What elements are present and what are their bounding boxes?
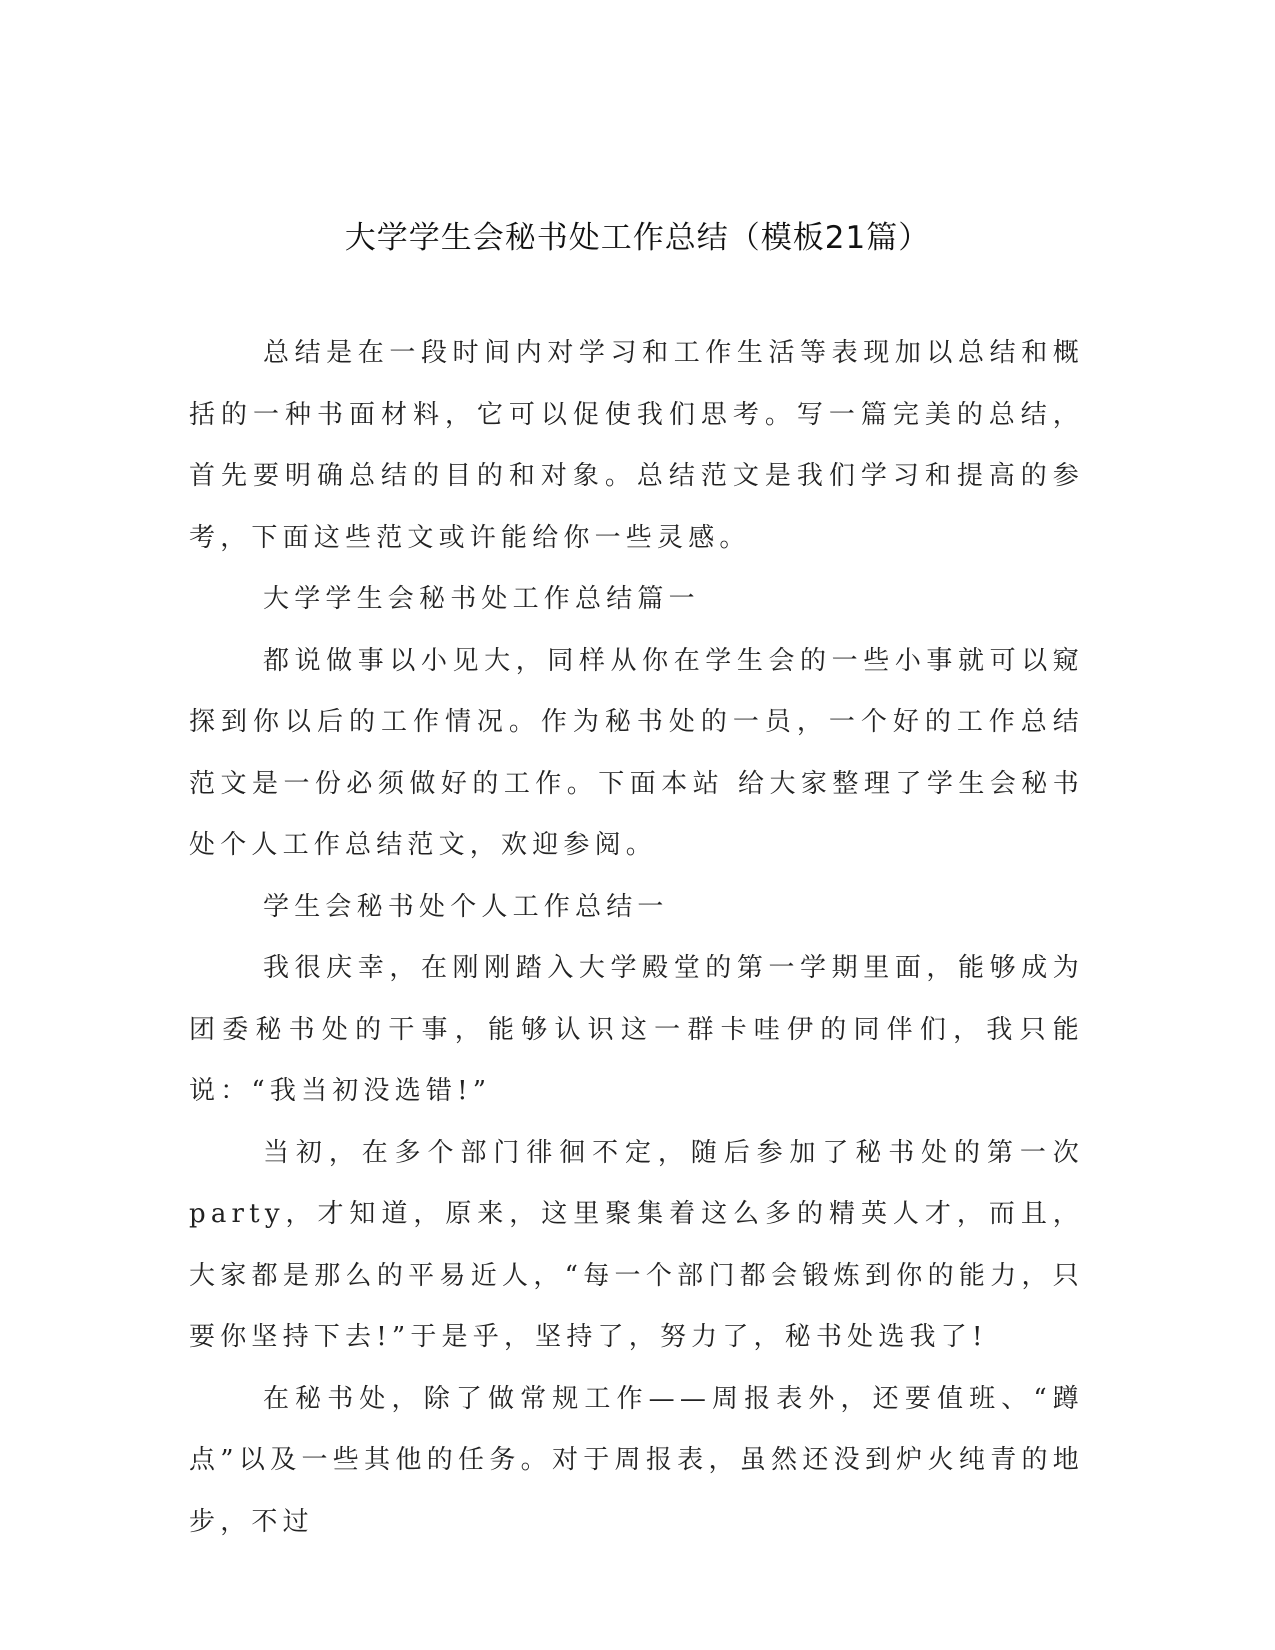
document-title: 大学学生会秘书处工作总结（模板21篇） — [344, 220, 931, 256]
section-heading-2: 学生会秘书处个人工作总结一 — [263, 891, 669, 922]
paragraph: 都说做事以小见大，同样从你在学生会的一些小事就可以窥探到你以后的工作情况。作为秘书处的一员，一个好的工作总结范文是一份必须做好的工作。下面本站 给大家整理了学生会秘书处个人工作总结范文，欢迎参阅。 — [189, 645, 1084, 860]
intro-paragraph: 总结是在一段时间内对学习和工作生活等表现加以总结和概括的一种书面材料，它可以促使我们思考。写一篇完美的总结，首先要明确总结的目的和对象。总结范文是我们学习和提高的参考，下面这些范文或许能给你一些灵感。 — [189, 338, 1084, 553]
paragraph: 我很庆幸，在刚刚踏入大学殿堂的第一学期里面，能够成为团委秘书处的干事，能够认识这一群卡哇伊的同伴们，我只能说：“我当初没选错!” — [189, 953, 1084, 1106]
document-body — [189, 323, 1084, 1553]
paragraph: 在秘书处，除了做常规工作——周报表外，还要值班、“蹲点”以及一些其他的任务。对于周报表，虽然还没到炉火纯青的地步，不过 — [189, 1383, 1084, 1537]
paragraph: 当初，在多个部门徘徊不定，随后参加了秘书处的第一次party，才知道，原来，这里聚集着这么多的精英人才，而且，大家都是那么的平易近人，“每一个部门都会锻炼到你的能力，只要你坚持下去!”于是乎，坚持了，努力了，秘书处选我了! — [189, 1137, 1084, 1352]
section-heading-1: 大学学生会秘书处工作总结篇一 — [263, 584, 700, 614]
